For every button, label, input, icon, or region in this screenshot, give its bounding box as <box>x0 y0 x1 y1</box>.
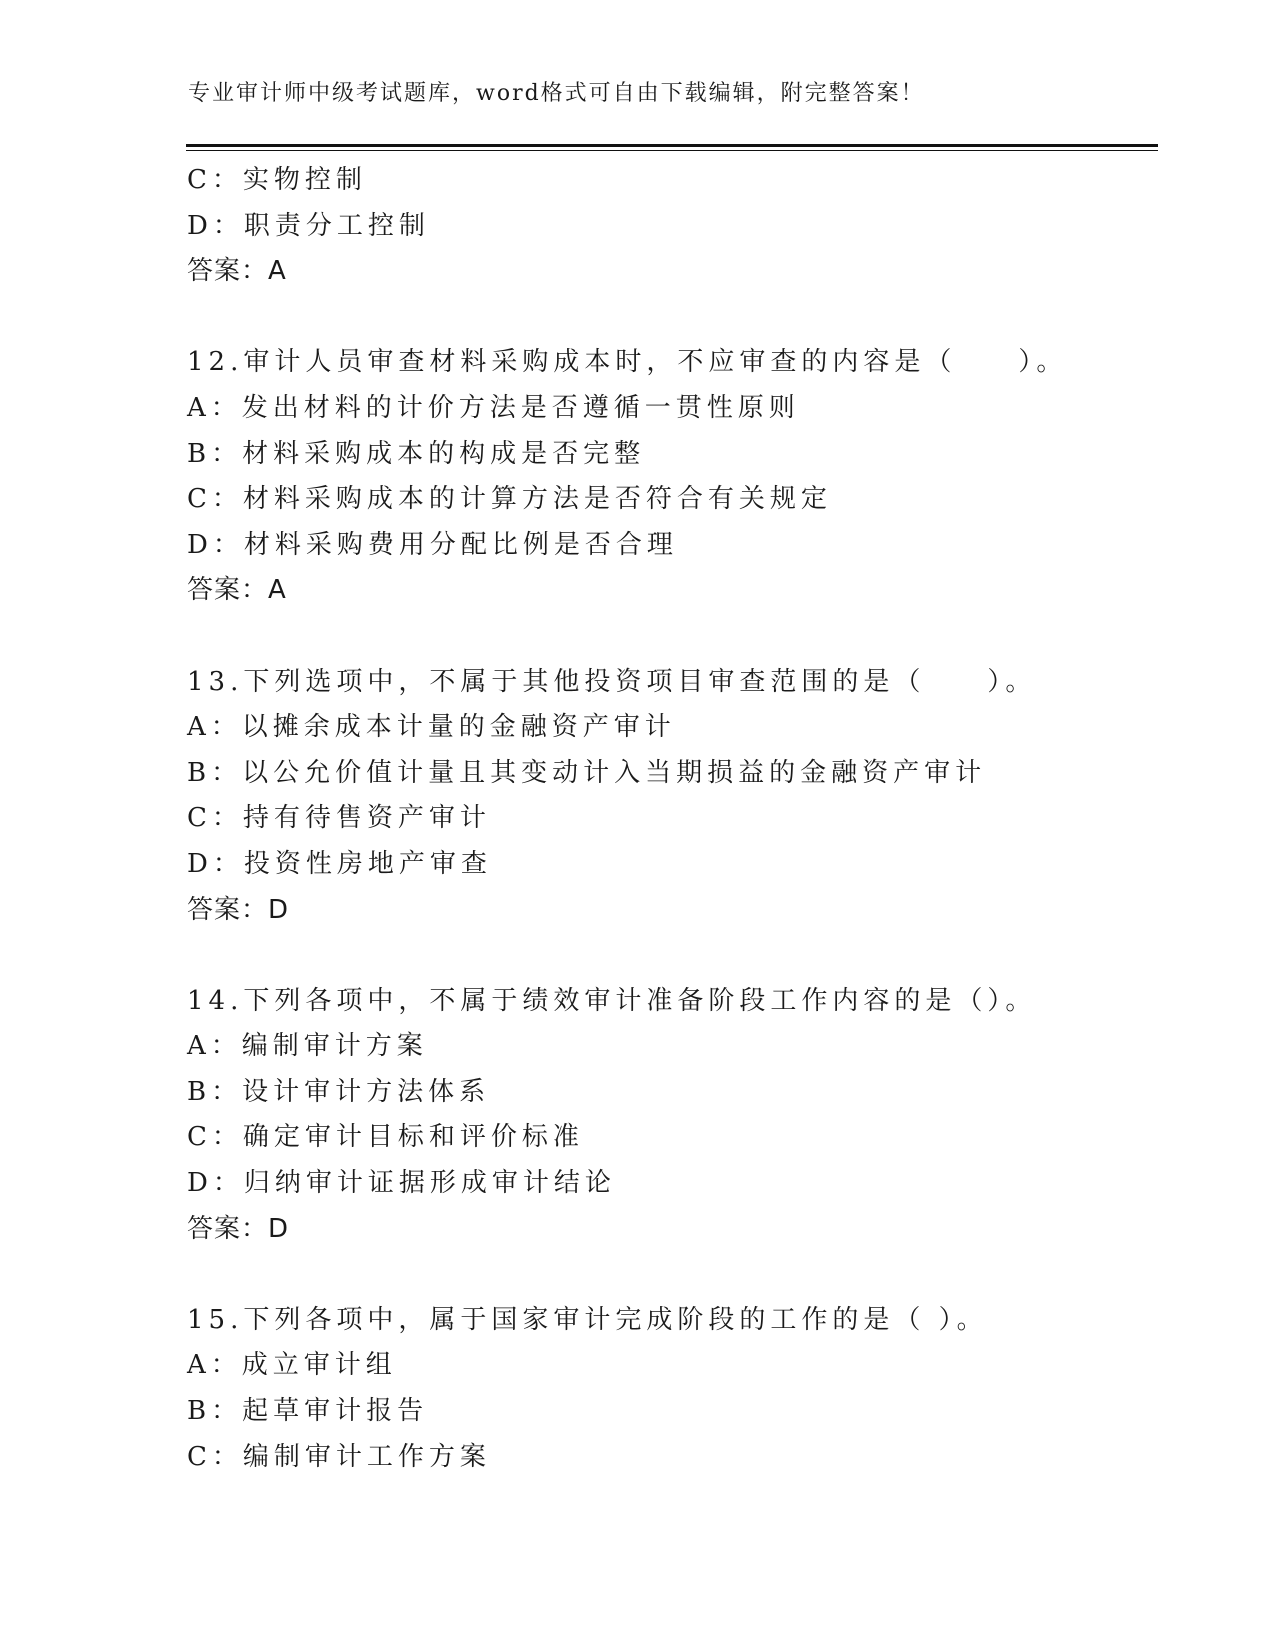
option-text: C：编制审计工作方案 <box>187 1441 491 1472</box>
option-text: A：成立审计组 <box>187 1350 397 1381</box>
option-text: C：确定审计目标和评价标准 <box>187 1122 584 1153</box>
answer-text: 答案：A <box>187 256 287 287</box>
option-text: B：材料采购成本的构成是否完整 <box>187 438 646 469</box>
question-list <box>187 158 1147 1480</box>
question-text: 15.下列各项中，属于国家审计完成阶段的工作的是（ ）。 <box>187 1304 988 1335</box>
option-text: B：起草审计报告 <box>187 1396 429 1427</box>
question-text: 14.下列各项中，不属于绩效审计准备阶段工作内容的是（）。 <box>187 985 1037 1016</box>
header-rule-thin <box>186 150 1158 151</box>
question-text: 12.审计人员审查材料采购成本时，不应审查的内容是（ ）。 <box>187 347 1068 378</box>
option-text: A：编制审计方案 <box>187 1031 428 1062</box>
option-text: C：持有待售资产审计 <box>187 803 491 834</box>
page-header: 专业审计师中级考试题库，word格式可自由下载编辑，附完整答案！ <box>188 81 925 106</box>
question-text: 13.下列选项中，不属于其他投资项目审查范围的是（ ）。 <box>187 666 1037 697</box>
spacer <box>187 295 1147 341</box>
option-text: D：职责分工控制 <box>187 210 430 241</box>
option-text: B：设计审计方法体系 <box>187 1076 491 1107</box>
header-rule-thick <box>186 144 1158 147</box>
answer-text: 答案：D <box>187 1213 290 1244</box>
spacer <box>187 1252 1147 1298</box>
answer-text: 答案：D <box>187 894 290 925</box>
option-text: D：材料采购费用分配比例是否合理 <box>187 529 678 560</box>
option-text: A：以摊余成本计量的金融资产审计 <box>187 712 676 743</box>
spacer <box>187 933 1147 979</box>
answer-text: 答案：A <box>187 575 287 606</box>
option-text: D：归纳审计证据形成审计结论 <box>187 1168 616 1199</box>
option-text: A：发出材料的计价方法是否遵循一贯性原则 <box>187 392 800 423</box>
spacer <box>187 614 1147 660</box>
option-text: B：以公允价值计量且其变动计入当期损益的金融资产审计 <box>187 757 987 788</box>
option-text: C：材料采购成本的计算方法是否符合有关规定 <box>187 484 832 515</box>
option-text: C：实物控制 <box>187 165 367 195</box>
option-text: D：投资性房地产审查 <box>187 848 492 879</box>
